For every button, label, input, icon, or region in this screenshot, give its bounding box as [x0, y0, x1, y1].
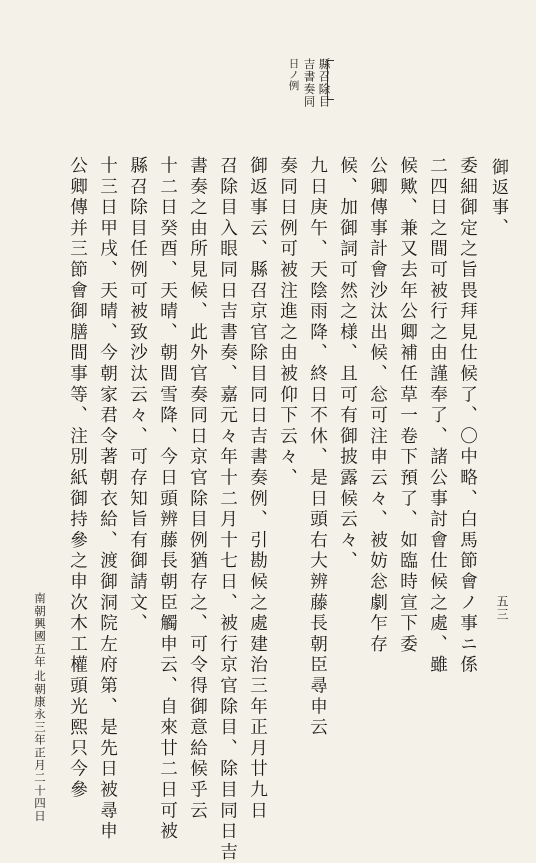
text-column-13: 十三日甲戌、天晴、今朝家君令著朝衣給、渡御洞院左府第、是先日被尋申 [97, 156, 118, 843]
text-column-2: 二四日之間可被行之由謹奉了、諸公事討會仕候之處、雖 [427, 156, 448, 676]
page-number: 五三 [495, 595, 509, 621]
text-column-9: 召除目入眼同日吉書奏、嘉元々年十二月十七日、被行京官除目、除目同日吉 [217, 156, 238, 863]
text-column-8: 御返事云、縣召京官除目同日吉書奏例、引勘候之處建治三年正月廿九日 [247, 156, 268, 822]
header-line-3: 日ノ例 [287, 58, 300, 91]
header-line-1: 縣召除目 [317, 58, 332, 108]
text-column-10: 書奏之由所見候、此外官奏同日京官除目例猶存之、可令得御意給候乎云 [187, 156, 208, 822]
text-column-5: 候、加御詞可然之様、且可有御披露候云々、 [337, 156, 358, 572]
text-column-6: 九日庚午、天陰雨降、終日不休、是日頭右大辨藤長朝臣尋申云 [307, 156, 328, 739]
text-column-7: 奏同日例可被注進之由被仰下云々、 [277, 156, 298, 489]
text-column-14: 公卿傳并三節會御膳間事等、注別紙御持參之申次木工權頭光熙只今參 [67, 156, 88, 801]
running-era-north: 北朝康永三年正月二十四日 [33, 670, 47, 823]
text-column-1: 委細御定之旨畏拜見仕候了、〇中略、白馬節會ノ事ニ係 [457, 156, 478, 676]
heading-column: 御返事、 [488, 158, 508, 238]
text-column-12: 縣召除目任例可被致沙汰云々、可存知旨有御請文、 [127, 156, 148, 635]
text-column-3: 候歟、兼又去年公卿補任草一卷下預了、如臨時宣下委 [397, 156, 418, 656]
header-line-2: 吉書奏同 [302, 58, 317, 108]
text-column-11: 十二日癸酉、天晴、朝間雪降、今日頭辨藤長朝臣觸申云、自來廿二日可被 [157, 156, 178, 843]
running-era-south: 南朝興國五年 [33, 592, 47, 669]
text-column-4: 公卿傳事計會沙汰出候、忩可注申云々、被妨忩劇乍存 [367, 156, 388, 656]
